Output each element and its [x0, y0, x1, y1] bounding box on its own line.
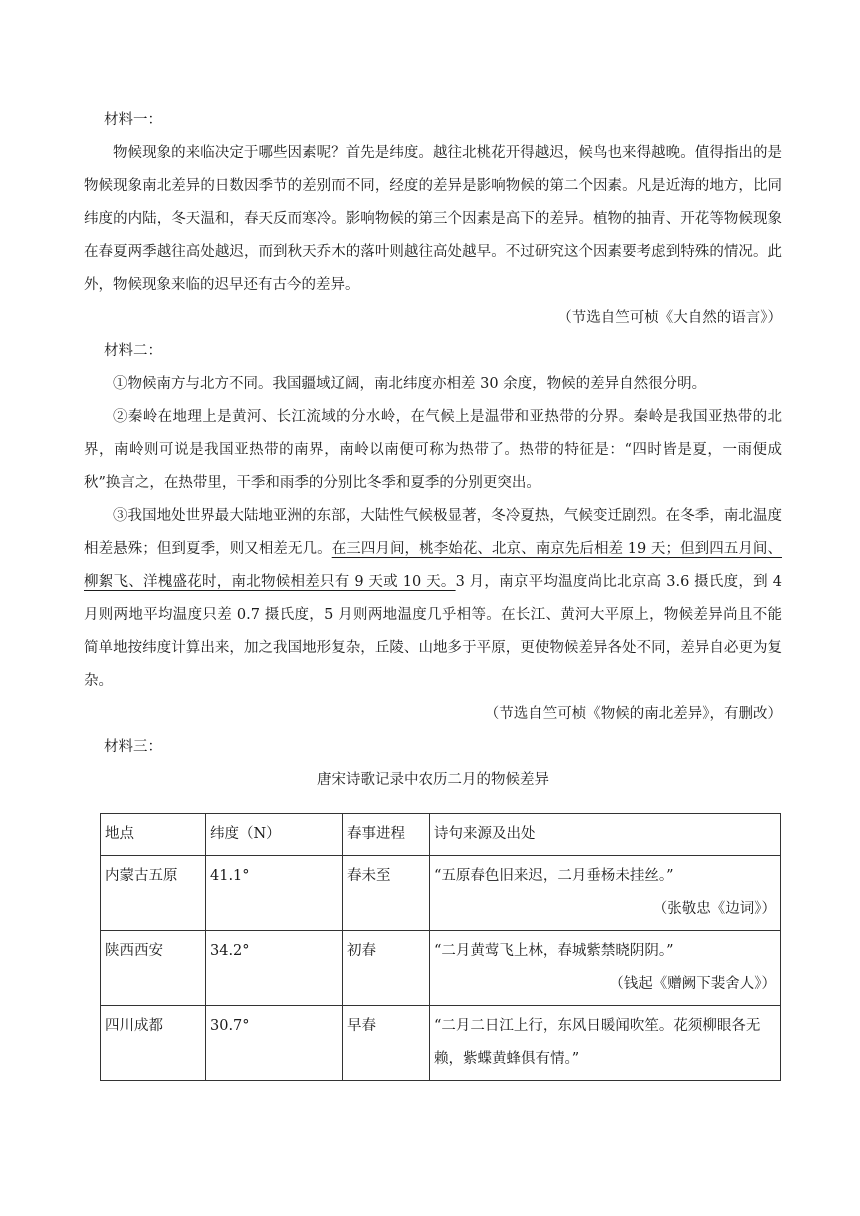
header-progress: 春事进程: [343, 814, 430, 856]
header-source: 诗句来源及出处: [430, 814, 781, 856]
material-2-paragraph-3: [84, 500, 782, 698]
paragraph-3-lead: ③我国地处世界最大陆地亚洲的东部，大陆性气候极显著，冬冷夏热，气候变迁剧烈。在冬季，南北温度相差悬殊；但到夏季，则又相差无几。: [84, 508, 782, 557]
cell-progress: 初春: [343, 931, 430, 1006]
poem-quote: “二月二日江上行，东风日暖闻吹笙。花须柳眼各无赖，紫蝶黄蜂俱有情。”: [434, 1018, 761, 1067]
underlined-sentence: 在三四月间，桃李始花、北京、南京先后相差 19 天；但到四五月间、柳絮飞、洋槐盛花时，南北物候相差只有 9 天或 10 天。: [84, 541, 782, 590]
poem-quote: “二月黄莺飞上林，春城紫禁晓阴阴。”: [434, 943, 674, 959]
poem-citation: （张敬忠《边词》）: [652, 901, 776, 917]
material-1-source: （节选自竺可桢《大自然的语言》）: [557, 310, 782, 326]
table-row: [101, 931, 781, 1006]
cell-place: 四川成都: [101, 1006, 206, 1081]
cell-source: [430, 856, 781, 931]
cell-source: [430, 931, 781, 1006]
material-2-paragraph-2: ②秦岭在地理上是黄河、长江流域的分水岭，在气候上是温带和亚热带的分界。秦岭是我国亚热带的北界，南岭则可说是我国亚热带的南界，南岭以南便可称为热带了。热带的特征是：“四时皆是夏，一雨便成秋”换言之，在热带里，干季和雨季的分别比冬季和夏季的分别更突出。: [84, 409, 782, 491]
material-2-paragraph-1: ①物候南方与北方不同。我国疆域辽阔，南北纬度亦相差 30 余度，物候的差异自然很分明。: [113, 376, 707, 392]
table-header-row: [101, 814, 781, 856]
poem-quote: “五原春色旧来迟，二月垂杨未挂丝。”: [434, 868, 674, 884]
material-1-paragraph: 物候现象的来临决定于哪些因素呢？首先是纬度。越往北桃花开得越迟，候鸟也来得越晚。值得指出的是物候现象南北差异的日数因季节的差别而不同，经度的差异是影响物候的第二个因素。凡是近海的地方，比同纬度的内陆，冬天温和，春天反而寒冷。影响物候的第三个因素是高下的差异。植物的抽青、开花等物候现象在春夏两季越往高处越迟，而到秋天乔木的落叶则越往高处越早。不过研究这个因素要考虑到特殊的情况。此外，物候现象来临的迟早还有古今的差异。: [84, 145, 782, 293]
paragraph-3-tail: 3 月，南京平均温度尚比北京高 3.6 摄氏度，到 4 月则两地平均温度只差 0.7 摄氏度，5 月则两地温度几乎相等。在长江、黄河大平原上，物候差异尚且不能简单地按纬度计算出来，加之我国地形复杂，丘陵、山地多于平原，更使物候差异各处不同，差异自必更为复杂。: [84, 574, 782, 689]
cell-latitude: 41.1°: [206, 856, 343, 931]
table-caption: 唐宋诗歌记录中农历二月的物候差异: [317, 772, 549, 788]
header-place: 地点: [101, 814, 206, 856]
table-row: [101, 1006, 781, 1081]
cell-source: [430, 1006, 781, 1081]
cell-place: 陕西西安: [101, 931, 206, 1006]
header-latitude: 纬度（N）: [206, 814, 343, 856]
material-2-source: （节选自竺可桢《物候的南北差异》，有删改）: [484, 706, 782, 722]
material-3-label: 材料三：: [104, 739, 162, 755]
material-2-label: 材料二：: [104, 343, 162, 359]
cell-progress: 早春: [343, 1006, 430, 1081]
phenology-table: [100, 813, 781, 1081]
poem-citation: （钱起《赠阙下裴舍人》）: [609, 976, 776, 992]
table-row: [101, 856, 781, 931]
cell-progress: 春未至: [343, 856, 430, 931]
material-1-label: 材料一：: [104, 112, 162, 128]
cell-latitude: 34.2°: [206, 931, 343, 1006]
cell-latitude: 30.7°: [206, 1006, 343, 1081]
document-page: [84, 104, 782, 797]
cell-place: 内蒙古五原: [101, 856, 206, 931]
